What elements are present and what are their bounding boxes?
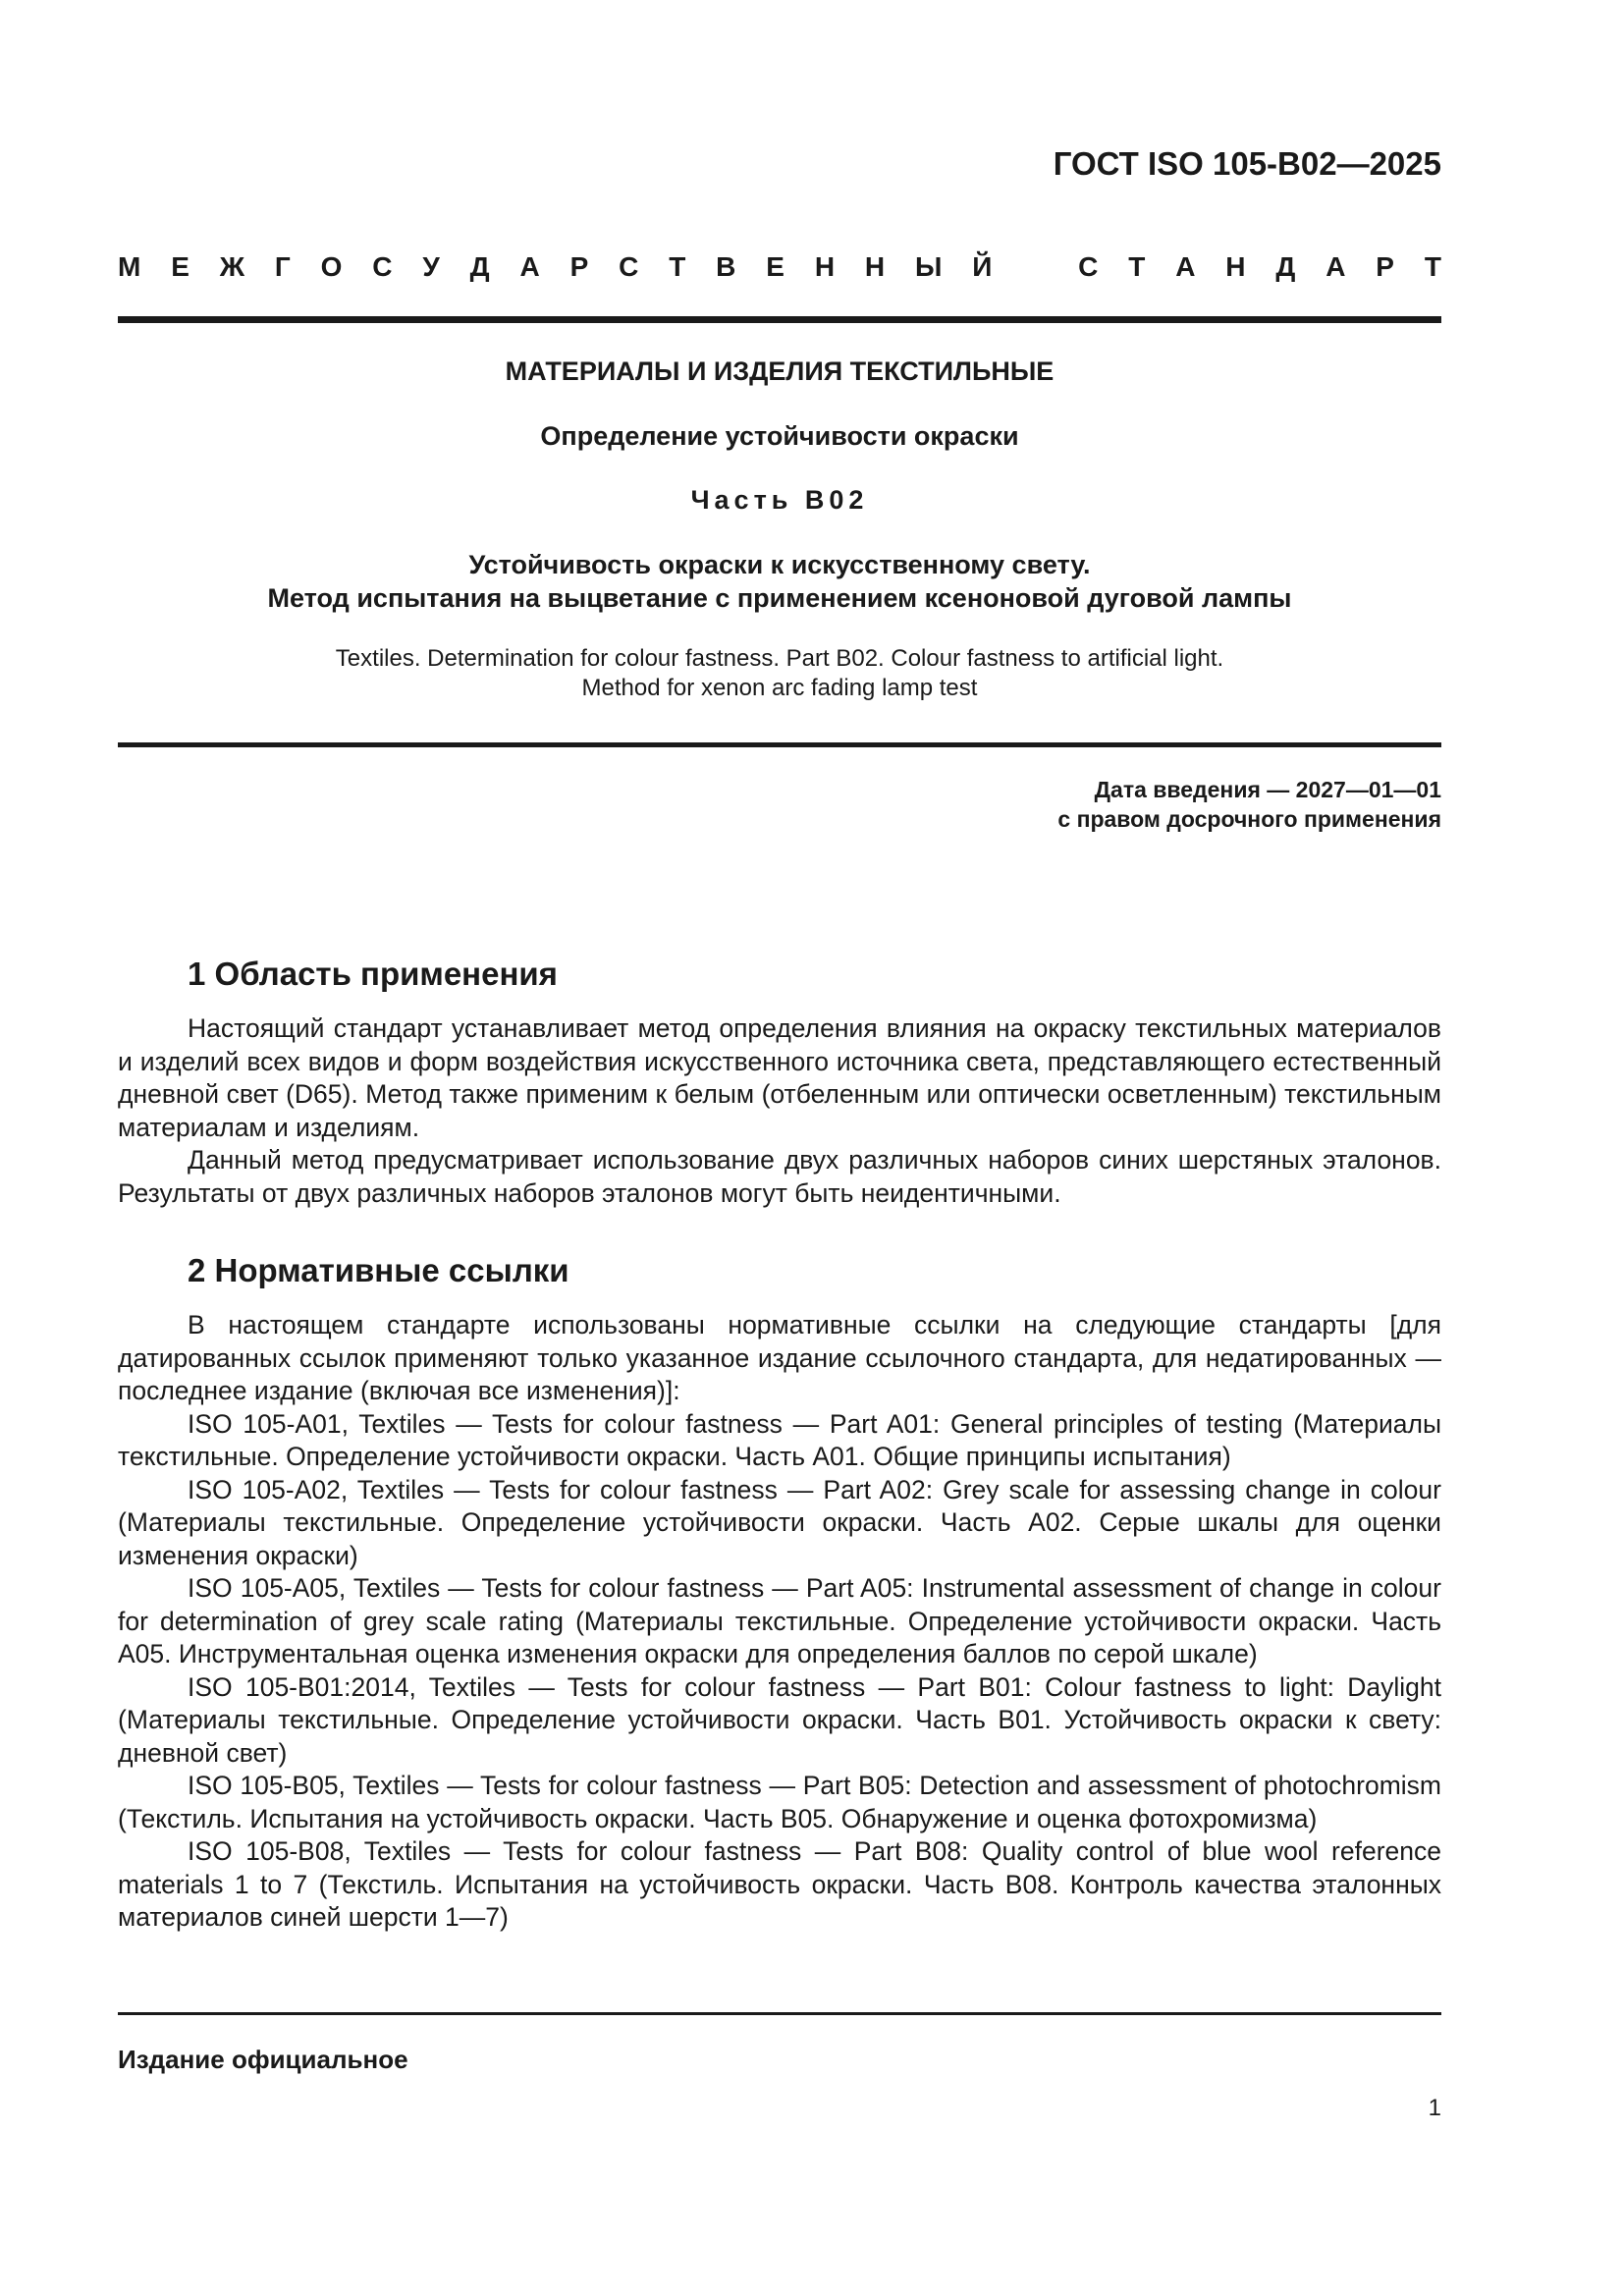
early-application-note: с правом досрочного применения bbox=[1057, 806, 1441, 832]
title-topic-line2: Метод испытания на выцветание с применением ксеноновой дуговой лампы bbox=[267, 583, 1292, 613]
section-2-body bbox=[118, 1309, 1441, 1935]
banner-letter: Р bbox=[569, 251, 589, 282]
banner-letter: Ж bbox=[219, 251, 245, 282]
banner-letter: Г bbox=[274, 251, 291, 282]
title-main: МАТЕРИАЛЫ И ИЗДЕЛИЯ ТЕКСТИЛЬНЫЕ bbox=[505, 356, 1055, 386]
banner-letter: У bbox=[422, 251, 440, 282]
section-2-intro: В настоящем стандарте использованы нормативные ссылки на следующие стандарты [для датированных ссылок применяют только указанное издание ссылочного стандарта, для недатированных — последнее издание (включая все изменения)]: bbox=[118, 1310, 1441, 1405]
page-number: 1 bbox=[1428, 2095, 1441, 2121]
section-1-paragraph: Настоящий стандарт устанавливает метод определения влияния на окраску текстильных материалов и изделий всех видов и форм воздействия искусственного источника света, представляющего естественный дневной свет (D65). Метод также применим к белым (отбеленным или оптически осветленным) текстильным материалам и изделиям. bbox=[118, 1013, 1441, 1142]
title-english-line1: Textiles. Determination for colour fastness. Part B02. Colour fastness to artificial light. bbox=[335, 645, 1224, 672]
title-topic-line1: Устойчивость окраски к искусственному свету. bbox=[468, 550, 1091, 579]
banner-letter: Т bbox=[1128, 251, 1146, 282]
banner-letter: Р bbox=[1376, 251, 1394, 282]
banner-letter: В bbox=[716, 251, 736, 282]
normative-reference: ISO 105-A01, Textiles — Tests for colour fastness — Part A01: General principles of testing (Материалы текстильные. Определение устойчивости окраски. Часть A01. Общие принципы испытания) bbox=[118, 1408, 1441, 1471]
banner-letter: Е bbox=[766, 251, 784, 282]
banner-letter: О bbox=[320, 251, 343, 282]
banner-letter: Е bbox=[171, 251, 189, 282]
section-2-heading: 2 Нормативные ссылки bbox=[188, 1252, 569, 1288]
banner-letter: Т bbox=[669, 251, 686, 282]
banner-letter: Н bbox=[1225, 251, 1246, 282]
normative-reference: ISO 105-A05, Textiles — Tests for colour fastness — Part A05: Instrumental assessment of change in colour for determination of grey scale rating (Материалы текстильные. Определение устойчивости окраски. Часть A05. Инструментальная оценка изменения окраски для определения баллов по серой шкале) bbox=[118, 1573, 1441, 1668]
standard-kind-banner bbox=[118, 251, 1441, 283]
banner-letter: С bbox=[1078, 251, 1099, 282]
banner-letter: Н bbox=[814, 251, 836, 282]
section-1-paragraph: Данный метод предусматривает использование двух различных наборов синих шерстяных эталонов. Результаты от двух различных наборов эталонов могут быть неидентичными. bbox=[118, 1145, 1441, 1208]
banner-letter: Й bbox=[972, 251, 993, 282]
normative-reference: ISO 105-B08, Textiles — Tests for colour fastness — Part B08: Quality control of blue wool reference materials 1 to 7 (Текстиль. Испытания на устойчивость окраски. Часть B08. Контроль качества эталонных материалов синей шерсти 1—7) bbox=[118, 1836, 1441, 1932]
normative-reference: ISO 105-A02, Textiles — Tests for colour fastness — Part A02: Grey scale for assessing change in colour (Материалы текстильные. Определение устойчивости окраски. Часть A02. Серые шкалы для оценки изменения окраски) bbox=[118, 1474, 1441, 1570]
banner-letter: Т bbox=[1424, 251, 1441, 282]
banner-letter: М bbox=[118, 251, 141, 282]
banner-letter: Ы bbox=[915, 251, 943, 282]
banner-letter: А bbox=[519, 251, 540, 282]
title-sub: Определение устойчивости окраски bbox=[540, 421, 1019, 451]
intro-date: Дата введения — 2027—01—01 bbox=[1094, 777, 1441, 802]
normative-reference: ISO 105-B05, Textiles — Tests for colour fastness — Part B05: Detection and assessment of photochromism (Текстиль. Испытания на устойчивость окраски. Часть B05. Обнаружение и оценка фотохромизма) bbox=[118, 1771, 1441, 1833]
title-divider bbox=[118, 742, 1441, 747]
banner-letter: С bbox=[619, 251, 639, 282]
normative-reference: ISO 105-B01:2014, Textiles — Tests for colour fastness — Part B01: Colour fastness to light: Daylight (Материалы текстильные. Определение устойчивости окраски. Часть B01. Устойчивость окраски к свету: дневной свет) bbox=[118, 1671, 1441, 1768]
title-part: Часть B02 bbox=[690, 485, 869, 515]
footer-divider bbox=[118, 2012, 1441, 2015]
official-edition-label: Издание официальное bbox=[118, 2045, 408, 2074]
document-code: ГОСТ ISO 105-B02—2025 bbox=[1053, 145, 1441, 182]
banner-letter: Д bbox=[1275, 251, 1296, 282]
title-english-line2: Method for xenon arc fading lamp test bbox=[581, 675, 978, 701]
section-1-body bbox=[118, 1012, 1441, 1210]
banner-letter: А bbox=[1325, 251, 1346, 282]
banner-letter: С bbox=[372, 251, 393, 282]
header-divider bbox=[118, 316, 1441, 323]
banner-word-gap bbox=[1022, 251, 1048, 283]
banner-letter: Д bbox=[469, 251, 490, 282]
section-1-heading: 1 Область применения bbox=[188, 956, 558, 992]
banner-letter: Н bbox=[864, 251, 886, 282]
banner-letter: А bbox=[1175, 251, 1196, 282]
